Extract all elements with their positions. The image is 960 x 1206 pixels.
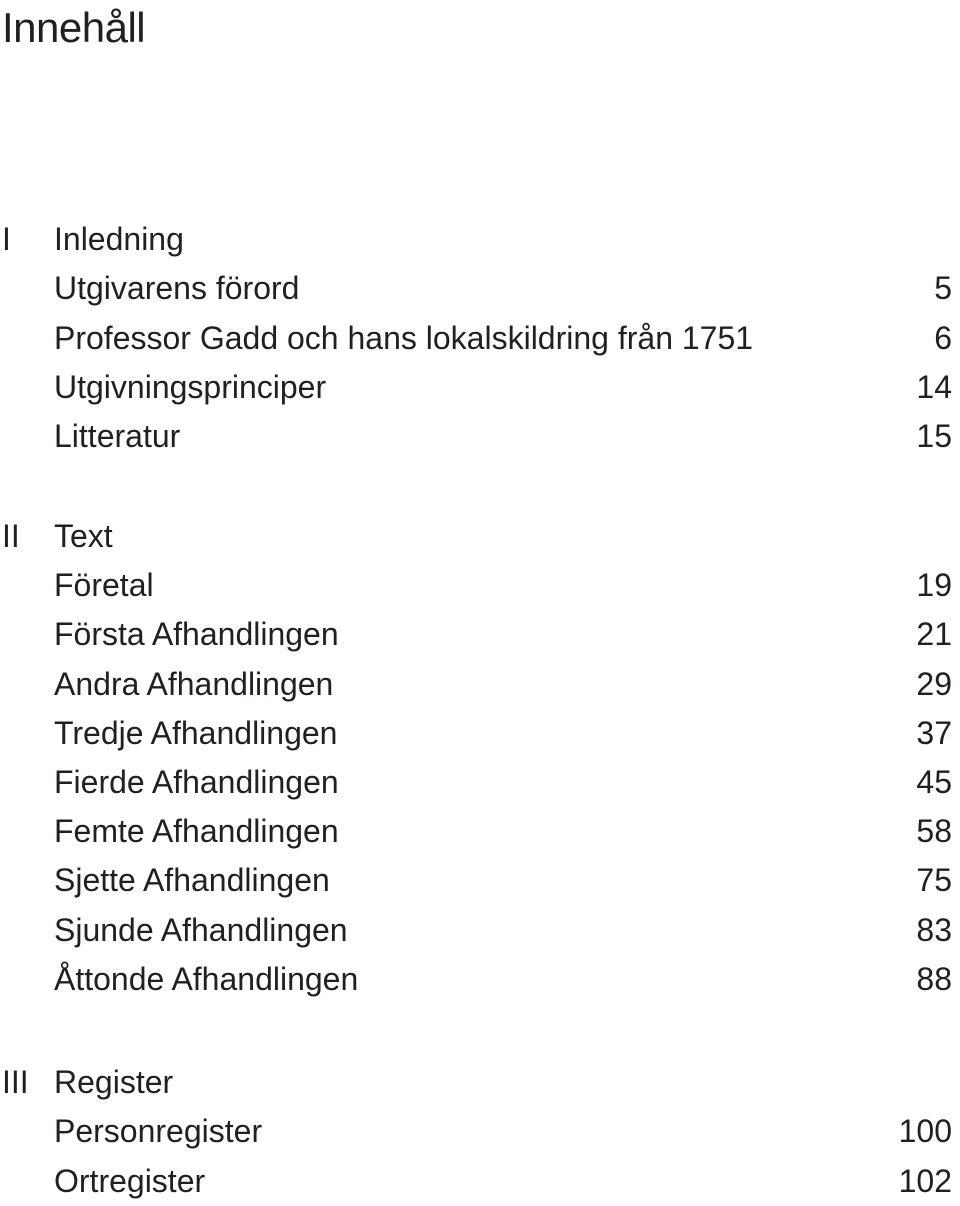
- toc-entry[interactable]: [0, 955, 960, 1004]
- section-heading: Register: [54, 1064, 174, 1100]
- entry-title: Tredje Afhandlingen: [54, 714, 338, 751]
- entry-title: Företal: [54, 567, 154, 604]
- section-numeral: III: [2, 1064, 29, 1100]
- section-heading: Inledning: [54, 221, 184, 257]
- entry-title: Ortregister: [54, 1162, 206, 1199]
- entry-page-number: 29: [916, 665, 952, 702]
- toc-entry[interactable]: [0, 807, 960, 856]
- toc-section-1: [0, 215, 960, 461]
- toc-entry[interactable]: [0, 906, 960, 955]
- entry-page-number: 15: [916, 418, 952, 455]
- entry-page-number: 58: [916, 813, 952, 850]
- toc-entry[interactable]: [0, 709, 960, 758]
- toc-entry[interactable]: [0, 561, 960, 610]
- toc-entry[interactable]: [0, 660, 960, 709]
- toc-entry[interactable]: [0, 314, 960, 363]
- section-numeral: II: [2, 518, 20, 554]
- section-numeral: I: [2, 221, 11, 257]
- entry-page-number: 19: [916, 567, 952, 604]
- entry-title: Sjunde Afhandlingen: [54, 911, 348, 948]
- entry-page-number: 37: [916, 714, 952, 751]
- entry-title: Andra Afhandlingen: [54, 665, 334, 702]
- entry-page-number: 100: [898, 1113, 952, 1150]
- entry-title: Utgivningsprinciper: [54, 368, 327, 405]
- toc-section-2: [0, 512, 960, 1004]
- page-title: Innehåll: [2, 4, 146, 51]
- toc-entry[interactable]: [0, 758, 960, 807]
- toc-entry[interactable]: [0, 363, 960, 412]
- entry-page-number: 83: [916, 911, 952, 948]
- entry-page-number: 21: [916, 616, 952, 653]
- entry-page-number: 6: [934, 319, 952, 356]
- toc-section-3: [0, 1058, 960, 1206]
- entry-page-number: 45: [916, 763, 952, 800]
- entry-title: Sjette Afhandlingen: [54, 862, 330, 899]
- section-heading-row[interactable]: [0, 1058, 960, 1107]
- section-heading: Text: [54, 518, 113, 554]
- toc-entry[interactable]: [0, 856, 960, 905]
- entry-page-number: 88: [916, 960, 952, 997]
- entry-title: Femte Afhandlingen: [54, 813, 339, 850]
- entry-title: Första Afhandlingen: [54, 616, 339, 653]
- toc-entry[interactable]: [0, 264, 960, 313]
- entry-title: Utgivarens förord: [54, 270, 300, 307]
- toc-entry[interactable]: [0, 1157, 960, 1206]
- toc-entry[interactable]: [0, 610, 960, 659]
- entry-title: Fierde Afhandlingen: [54, 763, 339, 800]
- toc-entry[interactable]: [0, 1107, 960, 1156]
- entry-title: Åttonde Afhandlingen: [54, 960, 359, 997]
- entry-title: Professor Gadd och hans lokalskildring från 1751: [54, 319, 754, 356]
- entry-page-number: 75: [916, 862, 952, 899]
- entry-title: Litteratur: [54, 418, 181, 455]
- entry-page-number: 5: [934, 270, 952, 307]
- section-heading-row[interactable]: [0, 215, 960, 264]
- entry-title: Personregister: [54, 1113, 263, 1150]
- toc-entry[interactable]: [0, 412, 960, 461]
- section-heading-row[interactable]: [0, 512, 960, 561]
- entry-page-number: 102: [898, 1162, 952, 1199]
- entry-page-number: 14: [916, 368, 952, 405]
